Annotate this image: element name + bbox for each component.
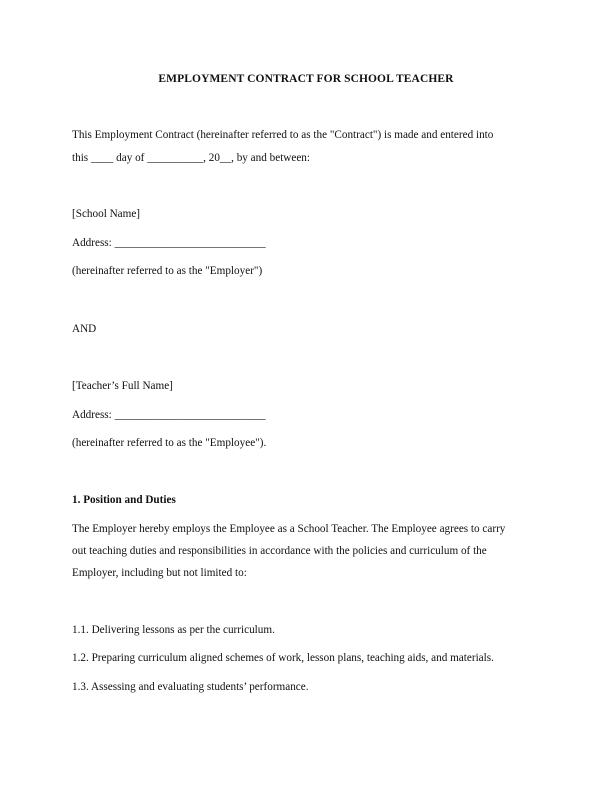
section-1-item: 1.2. Preparing curriculum aligned schemes of work, lesson plans, teaching aids, and materials. <box>72 652 494 664</box>
section-1-body-line: The Employer hereby employs the Employee as a School Teacher. The Employee agrees to carry <box>72 523 506 535</box>
document-title: EMPLOYMENT CONTRACT FOR SCHOOL TEACHER <box>158 73 454 85</box>
employee-address: Address: ___________________________ <box>72 409 266 421</box>
employer-name: [School Name] <box>72 208 141 220</box>
intro-line-2: this ____ day of __________, 20__, by and between: <box>72 152 311 164</box>
section-1-body-line: Employer, including but not limited to: <box>72 567 247 579</box>
employer-reference: (hereinafter referred to as the "Employer") <box>72 265 263 277</box>
section-1-item: 1.3. Assessing and evaluating students’ performance. <box>72 681 309 693</box>
intro-line-1: This Employment Contract (hereinafter referred to as the "Contract") is made and entered into <box>72 129 494 141</box>
section-1-heading: 1. Position and Duties <box>72 494 176 506</box>
employee-reference: (hereinafter referred to as the "Employee"). <box>72 437 267 449</box>
section-1-item: 1.1. Delivering lessons as per the curriculum. <box>72 624 275 636</box>
conjunction-and: AND <box>72 323 97 335</box>
section-1-body-line: out teaching duties and responsibilities in accordance with the policies and curriculum of the <box>72 545 487 557</box>
employer-address: Address: ___________________________ <box>72 237 266 249</box>
employee-name: [Teacher’s Full Name] <box>72 380 173 392</box>
